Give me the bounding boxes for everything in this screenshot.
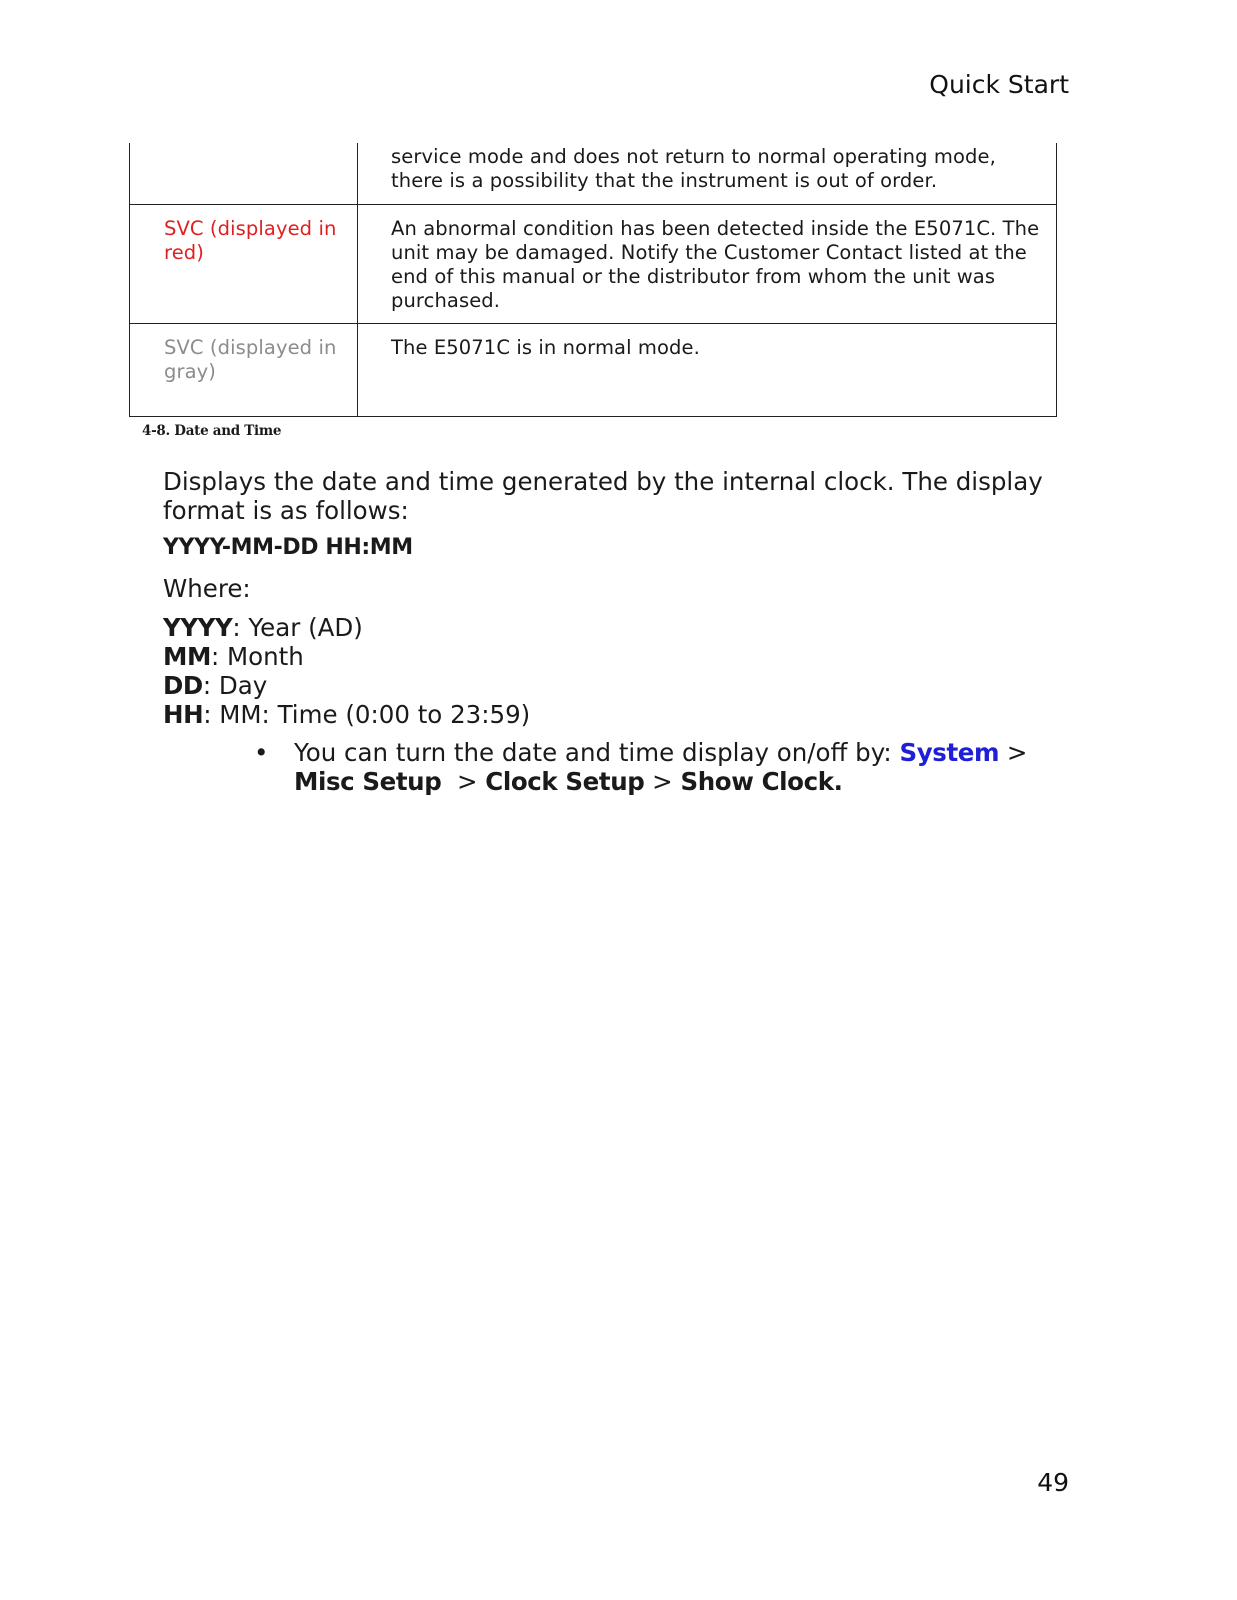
path-separator: >: [999, 738, 1028, 767]
menu-system-link: System: [899, 738, 1000, 767]
definition-text: : MM: Time (0:00 to 23:59): [203, 700, 531, 729]
description-cell: An abnormal condition has been detected inside the E5071C. The unit may be damaged. Notify the Customer Contact listed at the end of this manual or the distributor from whom the unit was purchased.: [358, 205, 1057, 324]
menu-show-clock: Show Clock.: [680, 767, 843, 796]
status-indicator-table: [129, 143, 1057, 417]
description-cell: The E5071C is in normal mode.: [358, 324, 1057, 417]
definition-item: [163, 642, 1043, 671]
definition-text: : Day: [202, 671, 268, 700]
indicator-cell: [130, 143, 358, 205]
definition-item: [163, 613, 1043, 642]
definition-term: DD: [163, 671, 203, 700]
intro-paragraph: Displays the date and time generated by the internal clock. The display format is as follows:: [163, 467, 1043, 525]
definition-text: : Year (AD): [232, 613, 363, 642]
definition-term: HH: [163, 700, 204, 729]
bullet-icon: •: [254, 738, 269, 767]
page-number: 49: [1037, 1468, 1069, 1497]
tip-text: [294, 738, 1084, 796]
menu-misc-setup: Misc Setup: [294, 767, 442, 796]
definition-item: [163, 700, 1043, 729]
running-header-title: Quick Start: [929, 70, 1069, 99]
definition-text: : Month: [210, 642, 304, 671]
date-format: YYYY-MM-DD HH:MM: [163, 535, 413, 560]
menu-clock-setup: Clock Setup: [485, 767, 645, 796]
table-row: [130, 143, 1057, 205]
tip-sentence: You can turn the date and time display on/off by:: [294, 738, 900, 767]
section-body: [163, 467, 1043, 729]
table-row: [130, 324, 1057, 417]
definition-term: YYYY: [163, 613, 233, 642]
svc-gray-indicator: SVC (displayed in gray): [164, 336, 337, 383]
indicator-cell: [130, 324, 358, 417]
where-label: Where:: [163, 574, 251, 603]
definition-term: MM: [163, 642, 211, 671]
indicator-cell: [130, 205, 358, 324]
definition-item: [163, 671, 1043, 700]
tip-bullet: [254, 738, 1084, 796]
table-row: [130, 205, 1057, 324]
svc-red-indicator: SVC (displayed in red): [164, 217, 337, 264]
path-separator: >: [441, 767, 486, 796]
description-cell: service mode and does not return to normal operating mode, there is a possibility that the instrument is out of order.: [358, 143, 1057, 205]
section-heading: 4-8. Date and Time: [142, 423, 282, 439]
path-separator: >: [644, 767, 681, 796]
